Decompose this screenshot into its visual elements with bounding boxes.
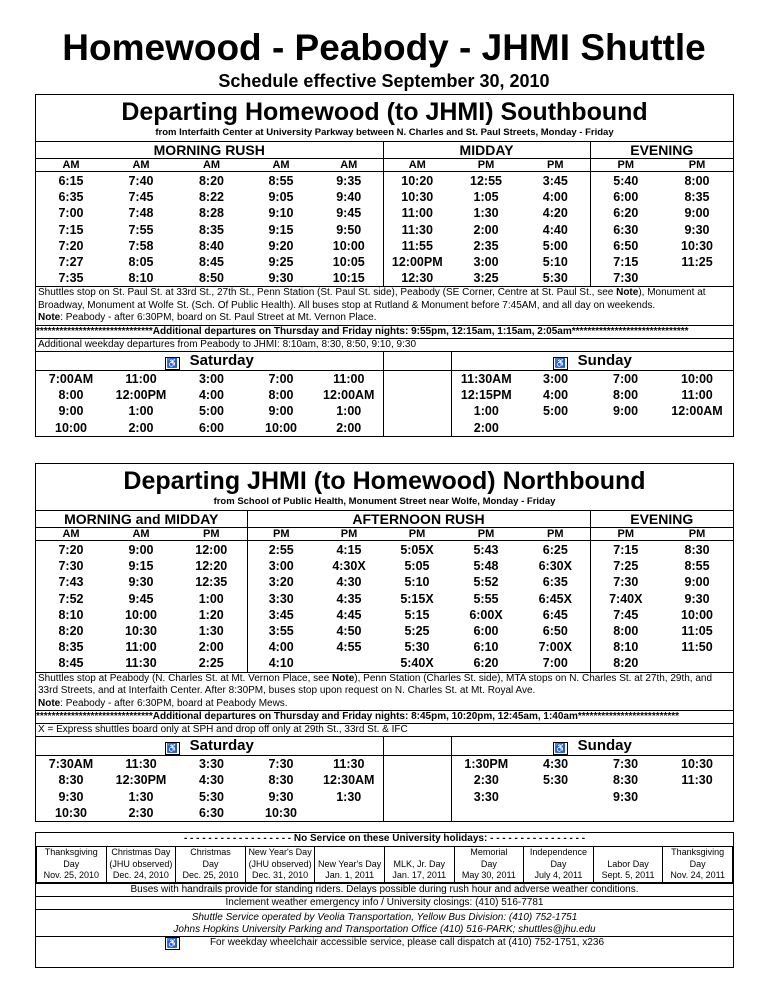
southbound-sunday-header: ♿ Sunday bbox=[451, 351, 733, 370]
jhu-office-info: Johns Hopkins University Parking and Transportation Office (410) 516-PARK; shuttles@jhu.edu bbox=[173, 923, 596, 935]
column-header: AM bbox=[176, 159, 247, 172]
wheelchair-icon: ♿ bbox=[166, 357, 178, 368]
saturday-column: 3:00 4:00 5:00 6:00 bbox=[198, 371, 225, 435]
column-header: PM bbox=[661, 159, 733, 172]
sunday-column: 10:30 11:30 bbox=[681, 757, 713, 788]
southbound-stops-note: Shuttles stop on St. Paul St. at 33rd St., 27th St., Penn Station (St. Paul St. side), Peabody (SE Corner, Centre at St. Paul St., see Note), Monument at Broadway, Monument at Wolfe St. (Sch. Of Public Health). All buses stop at Rutland & Monument before 7:45AM, and all day on weekends. Note: Peabody - after 6:30PM, board on St. Paul Street at Mt. Vernon Place. bbox=[36, 286, 733, 325]
time-column: 2:55 3:00 3:20 3:30 3:45 3:55 4:00 4:10 bbox=[247, 541, 315, 672]
time-column: 6:25 6:30X 6:35 6:45X 6:45 6:50 7:00X 7:00 bbox=[538, 543, 572, 671]
holiday-cell: Thanksgiving Day Nov. 25, 2010 bbox=[37, 847, 107, 883]
time-column: 12:55 1:05 1:30 2:00 2:35 3:00 3:25 bbox=[470, 174, 502, 286]
saturday-column: 11:30 12:30AM 1:30 bbox=[323, 757, 375, 804]
operator-info: Shuttle Service operated by Veolia Transportation, Yellow Bus Division: (410) 752-1751 bbox=[36, 909, 733, 924]
holiday-cell: New Year's Day Jan. 1, 2011 bbox=[315, 847, 385, 883]
group-evening: EVENING bbox=[590, 142, 733, 159]
northbound-subtitle: from School of Public Health, Monument Street near Wolfe, Monday - Friday bbox=[213, 496, 556, 507]
northbound-weekday-table bbox=[36, 510, 733, 672]
column-header: AM bbox=[383, 159, 451, 172]
saturday-column: 11:00 12:00AM 1:00 2:00 bbox=[323, 371, 375, 435]
column-header: AM bbox=[36, 159, 106, 172]
time-column: 9:35 9:40 9:45 9:50 10:00 10:05 10:15 bbox=[332, 174, 365, 286]
saturday-column: 11:00 12:00PM 1:00 2:00 bbox=[115, 371, 167, 435]
southbound-weekday-table bbox=[36, 141, 733, 286]
group-morning-rush: MORNING RUSH bbox=[36, 142, 383, 159]
column-header: PM bbox=[521, 528, 590, 541]
group-morning-midday: MORNING and MIDDAY bbox=[36, 511, 247, 528]
time-column: 7:15 7:25 7:30 7:40X 7:45 8:00 8:10 8:20 bbox=[590, 541, 661, 672]
northbound-section bbox=[35, 463, 734, 822]
sunday-column: 11:30AM 12:15PM 1:00 2:00 bbox=[451, 370, 521, 435]
holiday-cell: Christmas Day (JHU observed) Dec. 24, 2010 bbox=[106, 847, 176, 883]
express-note: X = Express shuttles board only at SPH and drop off only at 29th St., 33rd St. & IFC bbox=[36, 723, 733, 736]
handrails-note: Buses with handrails provide for standing riders. Delays possible during rush hour and adverse weather conditions. bbox=[36, 883, 733, 896]
saturday-column: 7:30 8:30 9:30 10:30 bbox=[265, 757, 297, 820]
group-afternoon-rush: AFTERNOON RUSH bbox=[247, 511, 590, 528]
time-column: 5:05X 5:05 5:10 5:15X 5:15 5:25 5:30 5:40X bbox=[400, 543, 434, 671]
time-column: 8:30 8:55 9:00 9:30 10:00 11:05 11:50 bbox=[681, 543, 713, 655]
southbound-title: Departing Homewood (to JHMI) Southbound bbox=[121, 98, 648, 126]
column-header: PM bbox=[176, 528, 247, 541]
saturday-column: 7:00AM 8:00 9:00 10:00 bbox=[48, 371, 94, 435]
column-header: PM bbox=[661, 528, 733, 541]
group-evening: EVENING bbox=[590, 511, 733, 528]
time-column: 7:20 7:30 7:43 7:52 8:10 8:20 8:35 8:45 bbox=[58, 543, 84, 671]
northbound-title: Departing JHMI (to Homewood) Northbound bbox=[123, 467, 646, 495]
holiday-cell: Thanksgiving Day Nov. 24, 2011 bbox=[663, 847, 733, 883]
effective-date: Schedule effective September 30, 2010 bbox=[218, 71, 550, 91]
sunday-column: 7:00 8:00 9:00 bbox=[613, 371, 639, 419]
saturday-column: 7:30AM 8:30 9:30 10:30 bbox=[48, 757, 94, 820]
inclement-weather-info: Inclement weather emergency info / University closings: (410) 516-7781 bbox=[36, 896, 733, 909]
column-header: AM bbox=[106, 159, 176, 172]
wheelchair-icon: ♿ bbox=[554, 743, 566, 754]
northbound-extra-departures: ******************************Additional departures on Thursday and Friday nights: 8:45pm, 10:20pm, 12:45am, 1:40am************************** bbox=[36, 710, 733, 723]
page-title: Homewood - Peabody - JHMI Shuttle bbox=[62, 27, 706, 68]
time-column: 6:15 6:35 7:00 7:15 7:20 7:27 7:35 bbox=[58, 174, 84, 286]
wheelchair-icon: ♿ bbox=[166, 743, 178, 754]
column-header: AM bbox=[247, 159, 315, 172]
time-column: 4:15 4:30X 4:30 4:35 4:45 4:50 4:55 bbox=[332, 543, 366, 655]
time-column: 10:20 10:30 11:00 11:30 11:55 12:00PM 12:30 bbox=[383, 172, 451, 287]
northbound-weekend-table bbox=[36, 736, 733, 821]
northbound-saturday-header: ♿ Saturday bbox=[36, 737, 383, 756]
time-column: 5:40 6:00 6:20 6:30 6:50 7:15 7:30 bbox=[590, 172, 661, 287]
sunday-column: 4:30 5:30 bbox=[543, 757, 569, 788]
southbound-saturday-header: ♿ Saturday bbox=[36, 351, 383, 370]
weekend-divider bbox=[383, 756, 451, 821]
holiday-cell: MLK, Jr. Day Jan. 17, 2011 bbox=[384, 847, 454, 883]
time-column: 5:43 5:48 5:52 5:55 6:00X 6:00 6:10 6:20 bbox=[469, 543, 503, 671]
northbound-stops-note: Shuttles stop at Peabody (N. Charles St. at Mt. Vernon Place, see Note), Penn Station (Charles St. side), MTA stops on N. Charles St. at 27th, 29th, and 33rd Streets, and at Interfaith Center. After 8:30PM, buses stop upon request on N. Charles St. at Mt. Royal Ave. Note: Peabody - after 6:30PM, board at Peabody Mews. bbox=[36, 672, 733, 711]
time-column: 12:00 12:20 12:35 1:00 1:20 1:30 2:00 2:25 bbox=[195, 543, 228, 671]
peabody-additional-note: Additional weekday departures from Peabody to JHMI: 8:10am, 8:30, 8:50, 9:10, 9:30 bbox=[36, 338, 733, 351]
wheelchair-icon: ♿ bbox=[166, 937, 179, 948]
holiday-cell: New Year's Day (JHU observed) Dec. 31, 2010 bbox=[245, 847, 315, 883]
column-header: PM bbox=[521, 159, 590, 172]
southbound-extra-departures: ******************************Additional departures on Thursday and Friday nights: 9:55pm, 12:15am, 1:15am, 2:05am****************************** bbox=[36, 325, 733, 338]
column-header: PM bbox=[451, 528, 521, 541]
sunday-column: 10:00 11:00 12:00AM bbox=[671, 371, 723, 419]
time-column: 7:40 7:45 7:48 7:55 7:58 8:05 8:10 bbox=[128, 174, 154, 286]
column-header: PM bbox=[451, 159, 521, 172]
wheelchair-icon: ♿ bbox=[554, 357, 566, 368]
column-header: PM bbox=[590, 528, 661, 541]
saturday-column: 11:30 12:30PM 1:30 2:30 bbox=[115, 757, 167, 820]
time-column: 8:00 8:35 9:00 9:30 10:30 11:25 bbox=[681, 174, 713, 270]
group-midday: MIDDAY bbox=[383, 142, 590, 159]
column-header: PM bbox=[383, 528, 451, 541]
holiday-cell: Labor Day Sept. 5, 2011 bbox=[593, 847, 663, 883]
weekend-divider bbox=[383, 370, 451, 435]
column-header: PM bbox=[315, 528, 383, 541]
column-header: PM bbox=[247, 528, 315, 541]
saturday-column: 7:00 8:00 9:00 10:00 bbox=[265, 371, 297, 435]
holidays-footer bbox=[35, 832, 734, 968]
sunday-column: 7:30 8:30 9:30 bbox=[613, 757, 639, 804]
column-header: AM bbox=[315, 159, 383, 172]
time-column: 8:55 9:05 9:10 9:15 9:20 9:25 9:30 bbox=[268, 174, 294, 286]
holiday-cell: Memorial Day May 30, 2011 bbox=[454, 847, 524, 883]
southbound-subtitle: from Interfaith Center at University Parkway between N. Charles and St. Paul Streets, Monday - Friday bbox=[155, 127, 614, 138]
time-column: 9:00 9:15 9:30 9:45 10:00 10:30 11:00 11:30 bbox=[125, 543, 157, 671]
time-column: 8:20 8:22 8:28 8:35 8:40 8:45 8:50 bbox=[198, 174, 225, 286]
holiday-cell: Christmas Day Dec. 25, 2010 bbox=[176, 847, 246, 883]
holidays-title: - - - - - - - - - - - - - - - - - - No Service on these University holidays: - - - - - - - - - - - - - - - - bbox=[183, 833, 586, 844]
holidays-table bbox=[36, 846, 733, 883]
column-header: AM bbox=[36, 528, 106, 541]
time-column: 3:45 4:00 4:20 4:40 5:00 5:10 5:30 bbox=[542, 174, 568, 286]
holiday-cell: Independence Day July 4, 2011 bbox=[524, 847, 594, 883]
wheelchair-service-info: ♿ For weekday wheelchair accessible service, please call dispatch at (410) 752-1751, x236 bbox=[36, 936, 733, 950]
northbound-sunday-header: ♿ Sunday bbox=[451, 737, 733, 756]
saturday-column: 3:30 4:30 5:30 6:30 bbox=[198, 757, 225, 820]
sunday-column: 3:00 4:00 5:00 bbox=[543, 371, 569, 419]
southbound-section bbox=[35, 94, 734, 437]
column-header: PM bbox=[590, 159, 661, 172]
column-header: AM bbox=[106, 528, 176, 541]
southbound-weekend-table bbox=[36, 351, 733, 436]
sunday-column: 1:30PM 2:30 3:30 bbox=[451, 756, 521, 821]
